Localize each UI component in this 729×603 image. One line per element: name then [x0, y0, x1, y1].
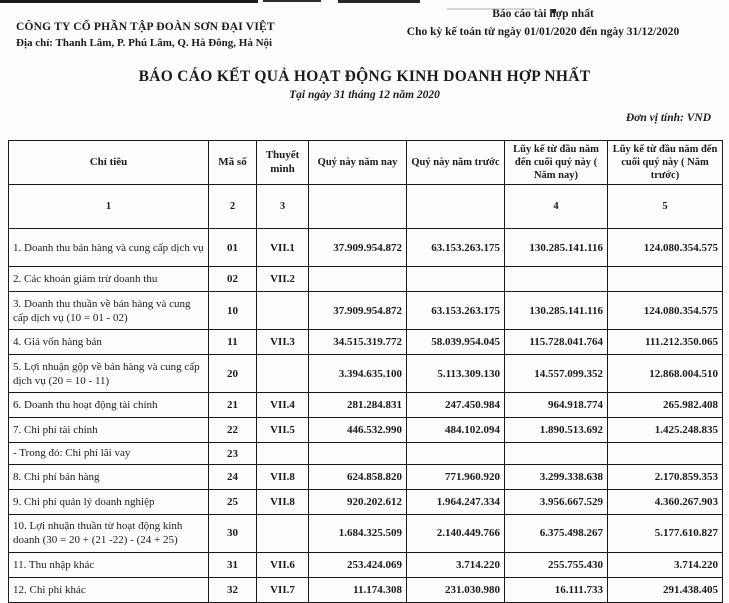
- col-number: 1: [9, 185, 209, 229]
- row-note: [257, 514, 309, 552]
- row-note: VII.6: [257, 552, 309, 577]
- table-row: [9, 464, 723, 489]
- table-row: [9, 267, 723, 292]
- value-ytd-prior-year: 291.438.405: [608, 577, 723, 602]
- company-name: CÔNG TY CỔ PHẦN TẬP ĐOÀN SƠN ĐẠI VIỆT: [16, 21, 275, 33]
- col-number: 3: [257, 185, 309, 229]
- value-q-this-year: 446.532.990: [309, 418, 407, 443]
- value-ytd-prior-year: 1.425.248.835: [608, 418, 723, 443]
- row-label: 2. Các khoản giảm trừ doanh thu: [9, 267, 209, 292]
- row-code: 25: [209, 489, 257, 514]
- value-q-prior-year: 231.030.980: [407, 577, 505, 602]
- table-row: [9, 418, 723, 443]
- value-ytd-this-year: 1.890.513.692: [505, 418, 608, 443]
- company-header: [16, 21, 275, 49]
- row-label: - Trong đó: Chi phí lãi vay: [9, 443, 209, 464]
- scan-artifact: [338, 0, 420, 3]
- currency-unit-label: Đơn vị tính: VND: [625, 112, 711, 124]
- row-code: 10: [209, 292, 257, 330]
- value-q-this-year: 624.858.820: [309, 464, 407, 489]
- column-number-row: [9, 185, 723, 229]
- table-row: [9, 489, 723, 514]
- value-ytd-this-year: 130.285.141.116: [505, 229, 608, 267]
- value-ytd-prior-year: 265.982.408: [608, 393, 723, 418]
- value-q-prior-year: 484.102.094: [407, 418, 505, 443]
- row-note: [257, 443, 309, 464]
- value-q-prior-year: 58.039.954.045: [407, 330, 505, 355]
- col-header-thuyet-minh: Thuyết minh: [257, 141, 309, 185]
- value-q-prior-year: 247.450.984: [407, 393, 505, 418]
- row-code: 31: [209, 552, 257, 577]
- value-q-prior-year: [407, 267, 505, 292]
- row-label: 6. Doanh thu hoạt động tài chính: [9, 393, 209, 418]
- company-address: Địa chỉ: Thanh Lâm, P. Phú Lâm, Q. Hà Đông, Hà Nội: [16, 37, 273, 49]
- value-ytd-this-year: 115.728.041.764: [505, 330, 608, 355]
- value-ytd-this-year: 255.755.430: [505, 552, 608, 577]
- row-code: 21: [209, 393, 257, 418]
- row-label: 7. Chi phí tài chính: [9, 418, 209, 443]
- table-row: [9, 552, 723, 577]
- table-row: [9, 577, 723, 602]
- value-ytd-prior-year: 4.360.267.903: [608, 489, 723, 514]
- row-code: 11: [209, 330, 257, 355]
- value-q-this-year: 920.202.612: [309, 489, 407, 514]
- value-ytd-prior-year: 3.714.220: [608, 552, 723, 577]
- row-note: VII.2: [257, 267, 309, 292]
- value-ytd-this-year: 16.111.733: [505, 577, 608, 602]
- row-label: 3. Doanh thu thuần về bán hàng và cung cấp dịch vụ (10 = 01 - 02): [9, 292, 209, 330]
- value-q-this-year: 34.515.319.772: [309, 330, 407, 355]
- row-label: 11. Thu nhập khác: [9, 552, 209, 577]
- table-row: [9, 229, 723, 267]
- title-block: [0, 68, 729, 101]
- value-ytd-prior-year: [608, 267, 723, 292]
- value-q-this-year: [309, 443, 407, 464]
- header-row: [9, 141, 723, 185]
- row-code: 01: [209, 229, 257, 267]
- value-q-this-year: 37.909.954.872: [309, 229, 407, 267]
- row-note: VII.7: [257, 577, 309, 602]
- row-code: 22: [209, 418, 257, 443]
- page-title: BÁO CÁO KẾT QUẢ HOẠT ĐỘNG KINH DOANH HỢP NHẤT: [138, 68, 591, 85]
- row-note: [257, 292, 309, 330]
- value-ytd-this-year: 14.557.099.352: [505, 355, 608, 393]
- row-code: 02: [209, 267, 257, 292]
- col-header-quy-nay-nam-truoc: Quý này năm trước: [407, 141, 505, 185]
- row-note: VII.5: [257, 418, 309, 443]
- row-note: VII.4: [257, 393, 309, 418]
- table-row: [9, 330, 723, 355]
- col-header-luy-ke-nam-truoc: Lũy kế từ đầu năm đến cuối quý này ( Năm trước): [608, 141, 723, 185]
- value-ytd-prior-year: 2.170.859.353: [608, 464, 723, 489]
- value-q-prior-year: 63.153.263.175: [407, 229, 505, 267]
- col-number: [407, 185, 505, 229]
- value-ytd-prior-year: 5.177.610.827: [608, 514, 723, 552]
- row-code: 24: [209, 464, 257, 489]
- value-ytd-prior-year: 124.080.354.575: [608, 292, 723, 330]
- value-ytd-prior-year: 111.212.350.065: [608, 330, 723, 355]
- value-q-prior-year: 5.113.309.130: [407, 355, 505, 393]
- page-subtitle: Tại ngày 31 tháng 12 năm 2020: [289, 89, 440, 101]
- col-number: 4: [505, 185, 608, 229]
- value-ytd-prior-year: 12.868.004.510: [608, 355, 723, 393]
- value-ytd-this-year: 130.285.141.116: [505, 292, 608, 330]
- value-q-this-year: [309, 267, 407, 292]
- value-q-this-year: 11.174.308: [309, 577, 407, 602]
- row-note: [257, 355, 309, 393]
- report-period-label: Cho kỳ kế toán từ ngày 01/01/2020 đến ngày 31/12/2020: [406, 26, 680, 38]
- col-header-ma-so: Mã số: [209, 141, 257, 185]
- value-q-prior-year: 771.960.920: [407, 464, 505, 489]
- row-code: 23: [209, 443, 257, 464]
- col-header-chi-tieu: Chỉ tiêu: [9, 141, 209, 185]
- value-ytd-this-year: [505, 443, 608, 464]
- row-label: 4. Giá vốn hàng bán: [9, 330, 209, 355]
- value-q-this-year: 37.909.954.872: [309, 292, 407, 330]
- report-type-label: Báo cáo tài hợp nhất: [492, 8, 594, 20]
- value-q-prior-year: 3.714.220: [407, 552, 505, 577]
- value-ytd-prior-year: [608, 443, 723, 464]
- table-header: [9, 141, 723, 229]
- col-number: [309, 185, 407, 229]
- row-label: 12. Chi phí khác: [9, 577, 209, 602]
- value-q-prior-year: 63.153.263.175: [407, 292, 505, 330]
- table-row: [9, 355, 723, 393]
- value-q-prior-year: [407, 443, 505, 464]
- row-label: 9. Chi phí quản lý doanh nghiệp: [9, 489, 209, 514]
- row-code: 32: [209, 577, 257, 602]
- row-note: VII.3: [257, 330, 309, 355]
- row-label: 8. Chi phí bán hàng: [9, 464, 209, 489]
- value-q-this-year: 253.424.069: [309, 552, 407, 577]
- row-label: 1. Doanh thu bán hàng và cung cấp dịch vụ: [9, 229, 209, 267]
- table-row: [9, 514, 723, 552]
- row-label: 10. Lợi nhuận thuần từ hoạt động kinh doanh (30 = 20 + (21 -22) - (24 + 25): [9, 514, 209, 552]
- col-number: 5: [608, 185, 723, 229]
- col-header-quy-nay-nam-nay: Quý này năm nay: [309, 141, 407, 185]
- value-q-prior-year: 1.964.247.334: [407, 489, 505, 514]
- scan-artifact: [0, 0, 258, 3]
- col-header-luy-ke-nam-nay: Lũy kế từ đầu năm đến cuối quý này ( Năm nay): [505, 141, 608, 185]
- row-label: 5. Lợi nhuận gộp về bán hàng và cung cấp dịch vụ (20 = 10 - 11): [9, 355, 209, 393]
- income-statement-table: [8, 140, 723, 603]
- report-header: [365, 8, 721, 38]
- value-q-this-year: 3.394.635.100: [309, 355, 407, 393]
- value-ytd-this-year: 3.299.338.638: [505, 464, 608, 489]
- table-row: [9, 292, 723, 330]
- table-row: [9, 443, 723, 464]
- row-code: 30: [209, 514, 257, 552]
- value-q-this-year: 281.284.831: [309, 393, 407, 418]
- value-ytd-this-year: 964.918.774: [505, 393, 608, 418]
- value-ytd-this-year: [505, 267, 608, 292]
- table-row: [9, 393, 723, 418]
- scan-artifact: [263, 0, 321, 2]
- value-ytd-prior-year: 124.080.354.575: [608, 229, 723, 267]
- row-note: VII.1: [257, 229, 309, 267]
- value-ytd-this-year: 3.956.667.529: [505, 489, 608, 514]
- report-table-body: [9, 229, 723, 602]
- row-note: VII.8: [257, 464, 309, 489]
- value-q-prior-year: 2.140.449.766: [407, 514, 505, 552]
- col-number: 2: [209, 185, 257, 229]
- value-ytd-this-year: 6.375.498.267: [505, 514, 608, 552]
- value-q-this-year: 1.684.325.509: [309, 514, 407, 552]
- row-code: 20: [209, 355, 257, 393]
- row-note: VII.8: [257, 489, 309, 514]
